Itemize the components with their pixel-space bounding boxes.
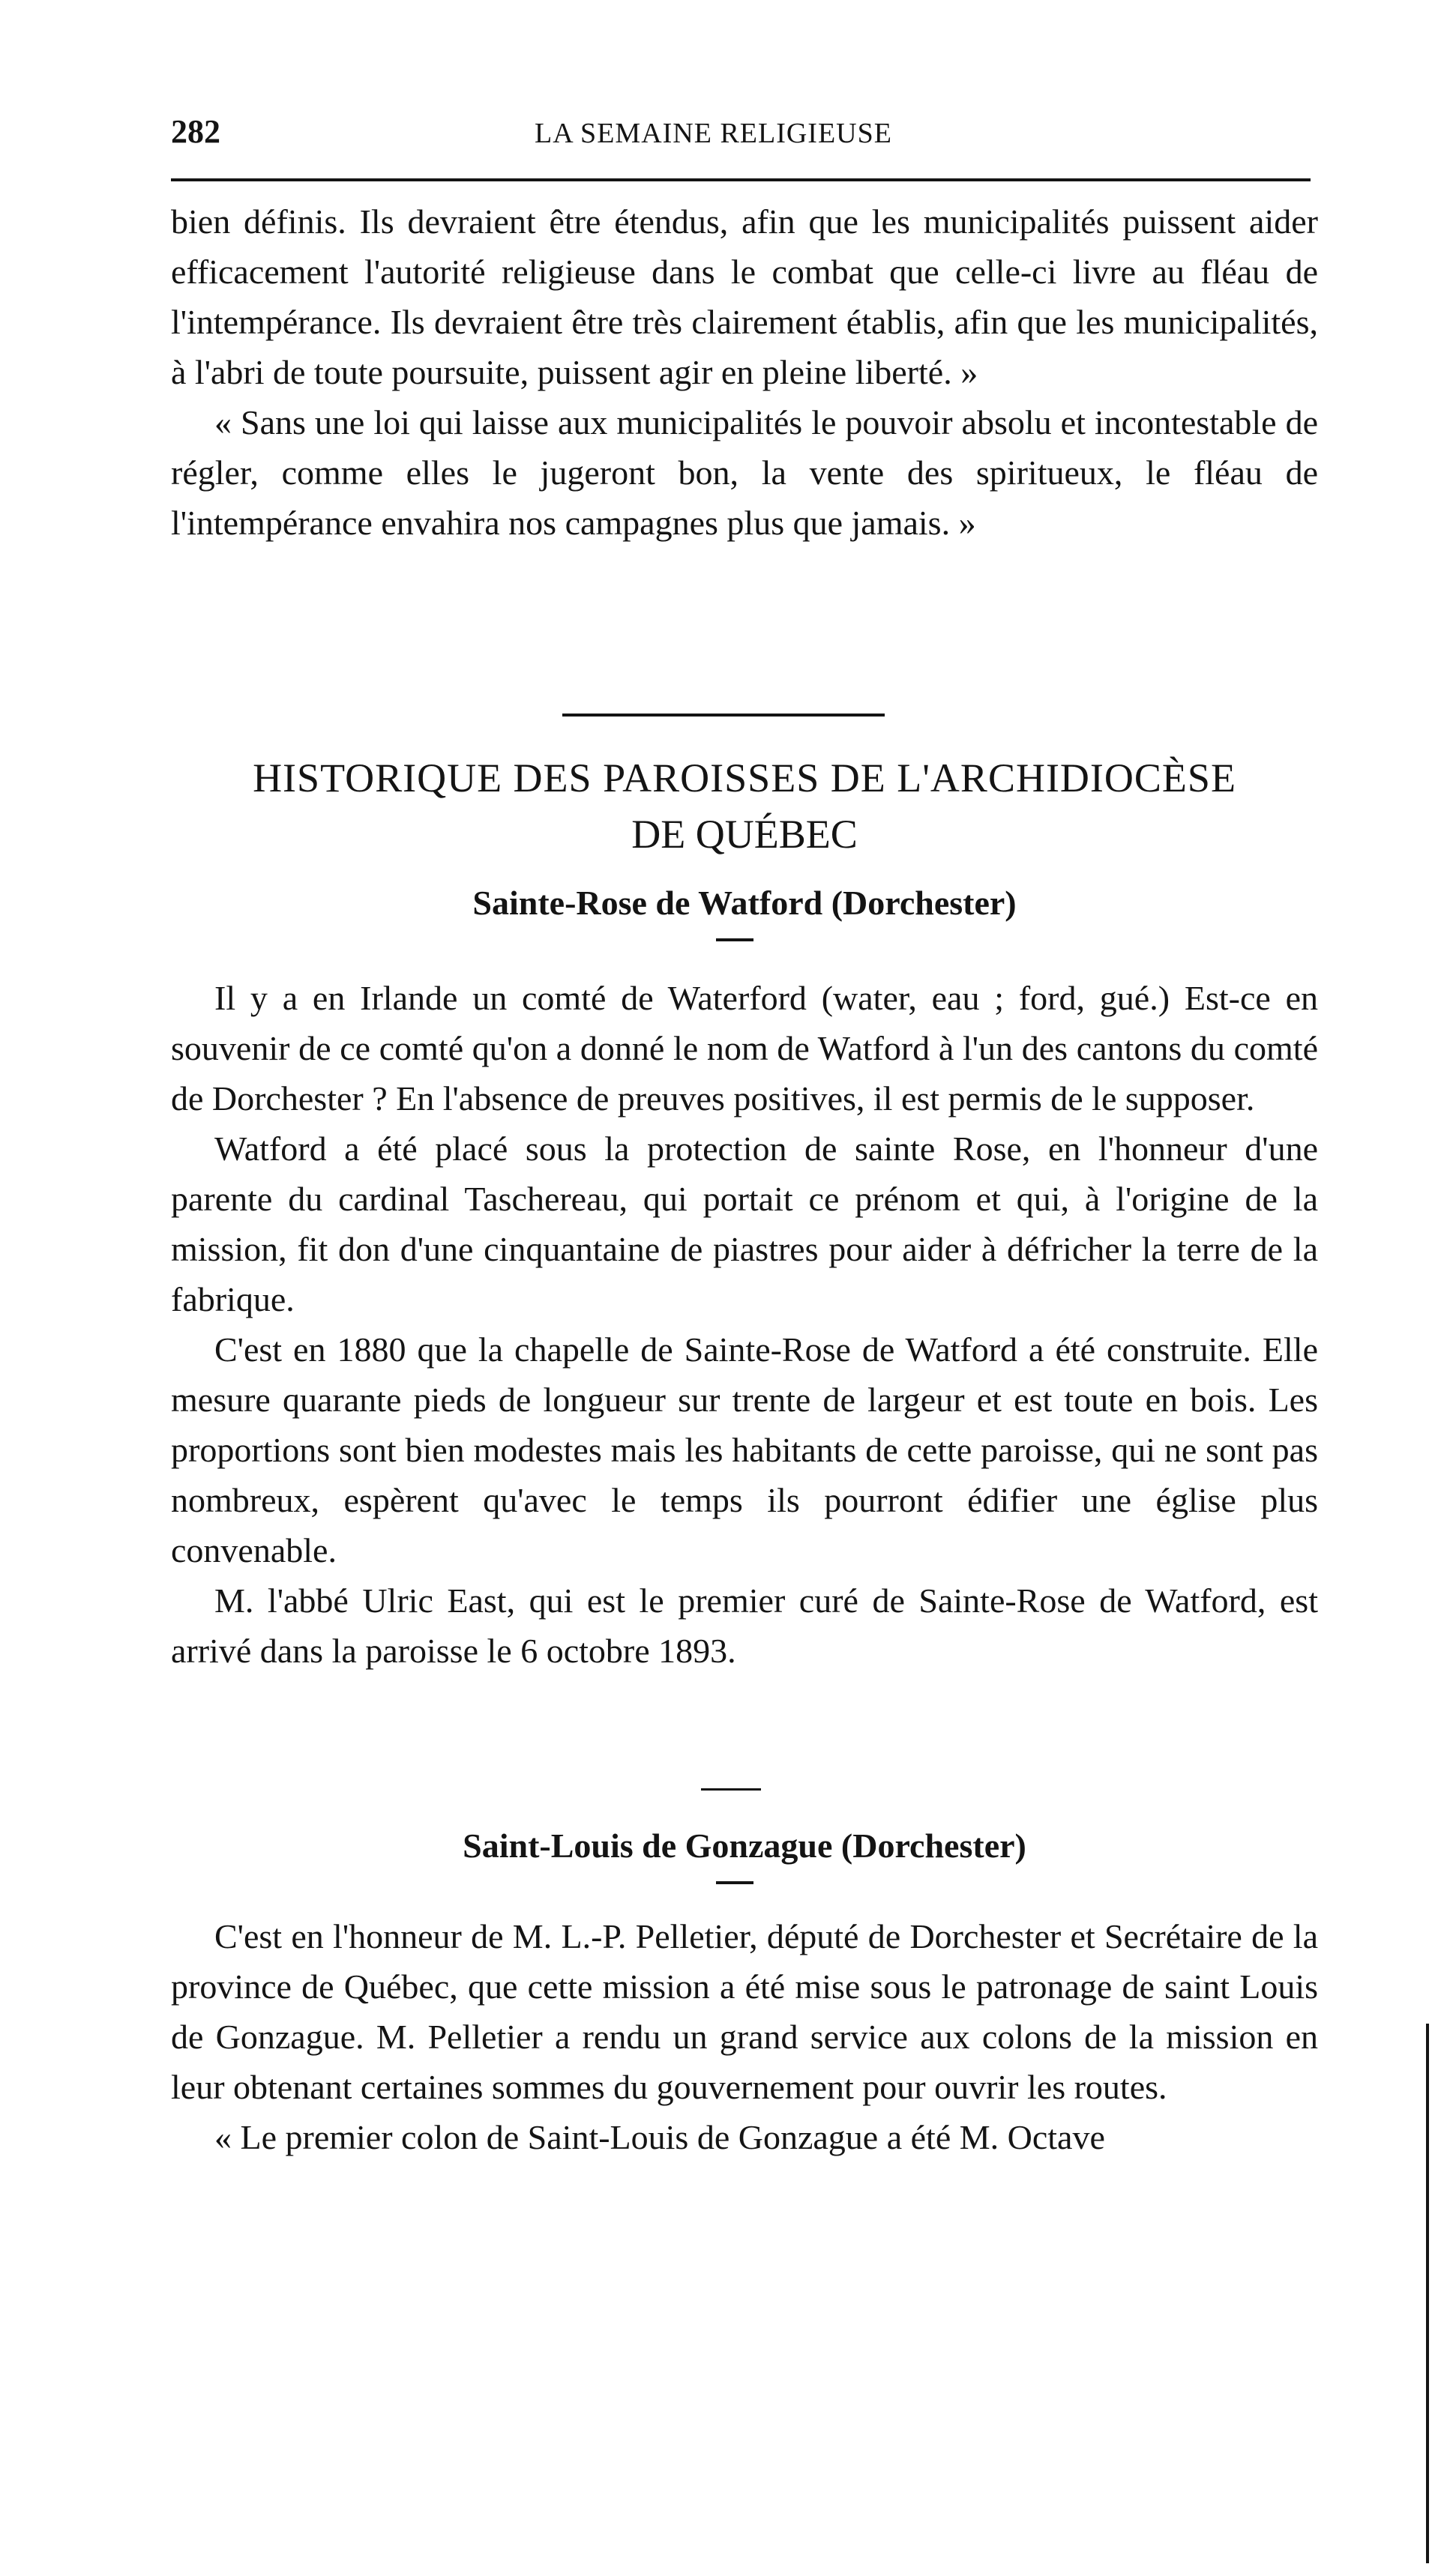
heading-rule	[716, 1881, 753, 1884]
paragraph: « Sans une loi qui laisse aux municipalités le pouvoir absolu et incontestable de régler, comme elles le jugeront bon, la vente des spiritueux, le fléau de l'intempérance envahira nos campagnes plus que jamais. »	[171, 403, 1318, 542]
paragraph: Watford a été placé sous la protection de sainte Rose, en l'honneur d'une parente du cardinal Taschereau, qui portait ce prénom et qui, à l'origine de la mission, fit don d'une cinquantaine de piastres pour aider à défricher la terre de la fabrique.	[171, 1129, 1318, 1318]
page-number: 282	[171, 113, 220, 150]
header-rule	[171, 178, 1311, 181]
paragraph: M. l'abbé Ulric East, qui est le premier curé de Sainte-Rose de Watford, est arrivé dans la paroisse le 6 octobre 1893.	[171, 1581, 1318, 1670]
page-header	[171, 112, 1312, 157]
paragraph: bien définis. Ils devraient être étendus, afin que les municipalités puissent aider efficacement l'autorité religieuse dans le combat que celle-ci livre au fléau de l'intempérance. Ils devraient être très clairement établis, afin que les municipalités, à l'abri de toute poursuite, puissent agir en pleine liberté. »	[171, 202, 1318, 391]
chapter-subtitle: DE QUÉBEC	[631, 812, 858, 857]
opening-text	[171, 196, 1318, 548]
running-head: LA SEMAINE RELIGIEUSE	[535, 118, 892, 149]
section-body-gonzague	[171, 1911, 1318, 2162]
section-divider	[562, 714, 885, 717]
paragraph: C'est en l'honneur de M. L.-P. Pelletier, député de Dorchester et Secrétaire de la province de Québec, que cette mission a été mise sous le patronage de saint Louis de Gonzague. M. Pelletier a rendu un grand service aux colons de la mission en leur obtenant certaines sommes du gouvernement pour ouvrir les routes.	[171, 1917, 1318, 2106]
paragraph: Il y a en Irlande un comté de Waterford (water, eau ; ford, gué.) Est-ce en souvenir de ce comté qu'on a donné le nom de Watford à l'un des cantons du comté de Dorchester ? En l'absence de preuves positives, il est permis de le supposer.	[171, 979, 1318, 1117]
paragraph: C'est en 1880 que la chapelle de Sainte-Rose de Watford a été construite. Elle mesure quarante pieds de longueur sur trente de largeur et est toute en bois. Les proportions sont bien modestes mais les habitants de cette paroisse, qui ne sont pas nombreux, espèrent qu'avec le temps ils pourront édifier une église plus convenable.	[171, 1330, 1318, 1569]
section-rule	[701, 1788, 761, 1791]
paragraph: « Le premier colon de Saint-Louis de Gonzague a été M. Octave	[214, 2118, 1105, 2156]
section-body-watford	[171, 973, 1318, 1676]
heading-rule	[716, 938, 753, 941]
margin-edge-line	[1426, 2024, 1429, 2563]
section-heading: Sainte-Rose de Watford (Dorchester)	[472, 884, 1017, 922]
chapter-title: HISTORIQUE DES PAROISSES DE L'ARCHIDIOCÈSE	[253, 755, 1236, 800]
section-heading: Saint-Louis de Gonzague (Dorchester)	[463, 1827, 1026, 1865]
